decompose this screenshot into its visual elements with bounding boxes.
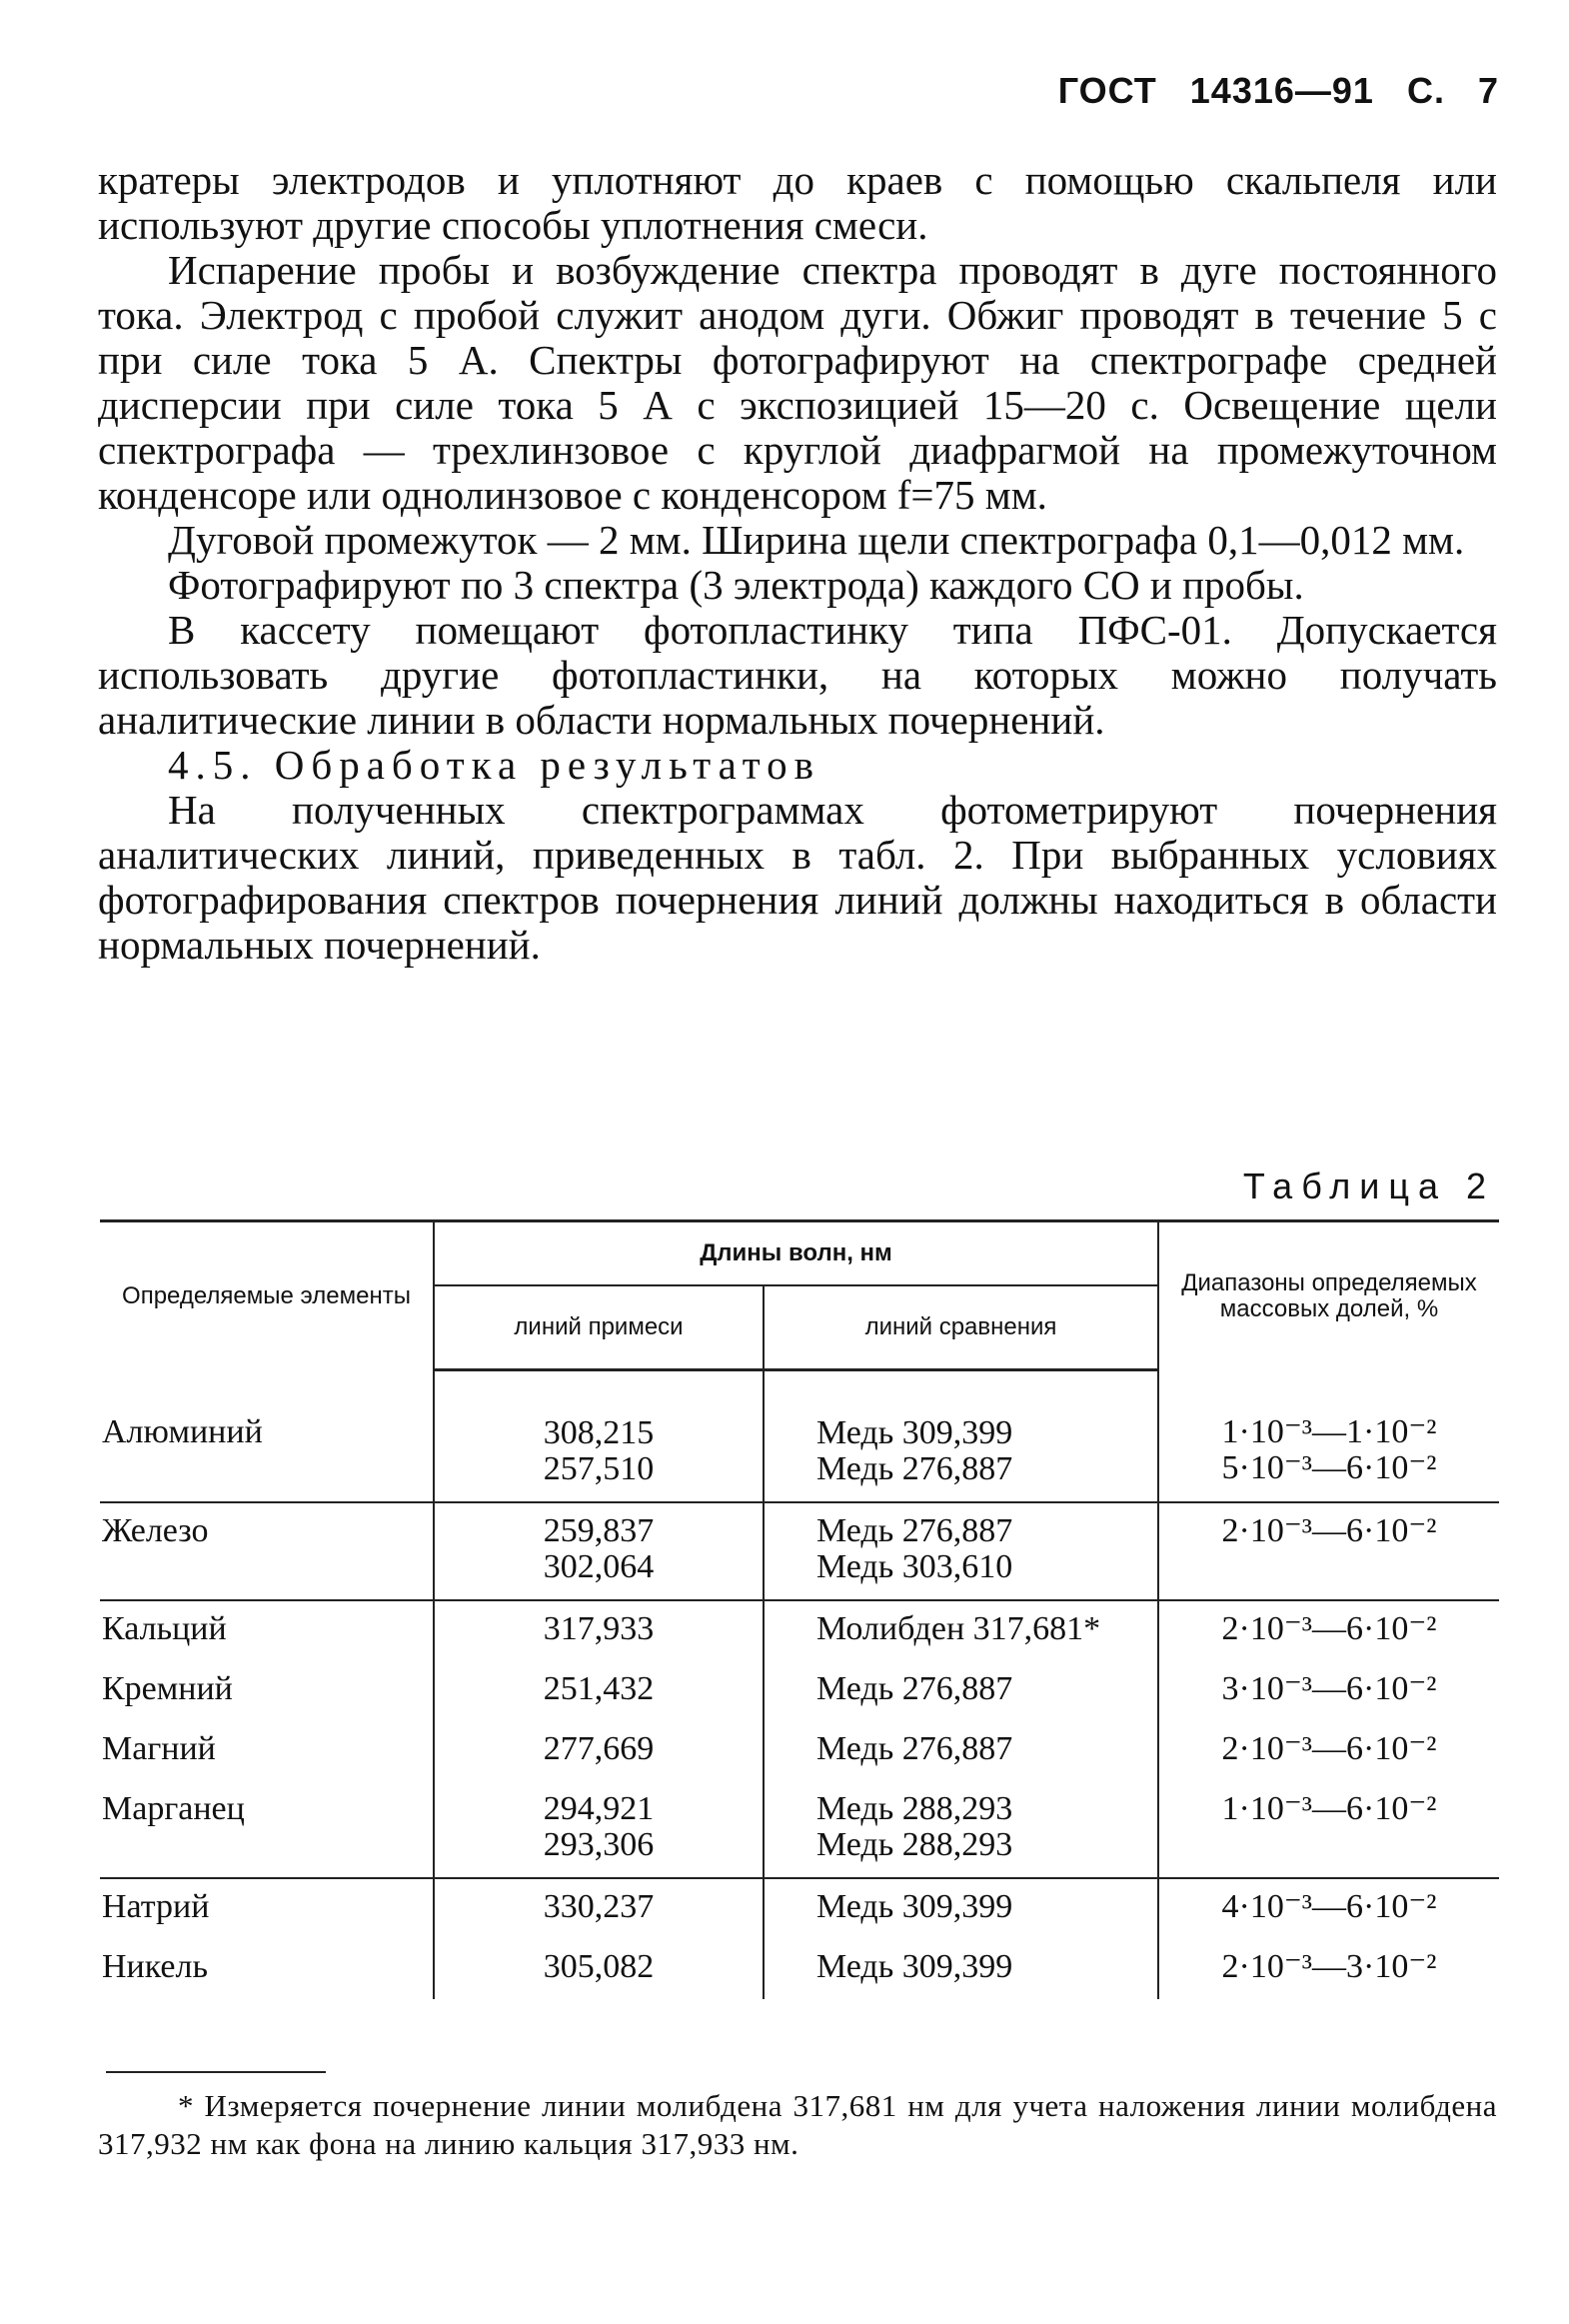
comparison-cell <box>764 1781 1158 1878</box>
impurity-cell <box>434 1661 764 1721</box>
impurity-value: 294,921 <box>543 1790 655 1827</box>
table-row <box>100 1721 1499 1781</box>
range-value: 1·10⁻³—6·10⁻² <box>1221 1790 1437 1827</box>
paragraph: кратеры электродов и уплотняют до краев с помощью скальпеля или используют другие способы уплотнения смеси. <box>98 157 1497 248</box>
impurity-value: 308,215 <box>543 1414 655 1451</box>
impurity-value: 257,510 <box>543 1450 655 1487</box>
range-value: 2·10⁻³—6·10⁻² <box>1221 1610 1437 1647</box>
range-cell <box>1158 1600 1499 1661</box>
impurity-value: 317,933 <box>543 1610 655 1647</box>
impurity-value: 251,432 <box>543 1670 655 1707</box>
range-value: 2·10⁻³—3·10⁻² <box>1221 1948 1437 1985</box>
element-name: Кальций <box>102 1610 227 1647</box>
comparison-cell <box>764 1878 1158 1939</box>
body-text <box>98 158 1497 968</box>
range-value: 5·10⁻³—6·10⁻² <box>1221 1448 1437 1486</box>
impurity-cell <box>434 1781 764 1878</box>
element-name: Кремний <box>102 1670 233 1707</box>
comparison-value: Медь 309,399 <box>816 1948 1013 1985</box>
range-value: 2·10⁻³—6·10⁻² <box>1221 1730 1437 1767</box>
range-cell <box>1158 1721 1499 1781</box>
table-row <box>100 1781 1499 1878</box>
comparison-cell <box>764 1939 1158 1999</box>
comparison-value: Медь 276,887 <box>816 1512 1013 1549</box>
impurity-value: 277,669 <box>543 1730 655 1767</box>
element-name: Алюминий <box>100 1370 434 1503</box>
comparison-cell <box>764 1502 1158 1600</box>
table-title: Таблица 2 <box>1242 1165 1495 1206</box>
comparison-cell <box>764 1370 1158 1503</box>
paragraph: Испарение пробы и возбуждение спектра проводят в дуге постоянного тока. Электрод с пробой служит анодом дуги. Обжиг проводят в течение 5 с при силе тока 5 А. Спектры фотографируют на спектрографе средней дисперсии при силе тока 5 А с экспозицией 15—20 с. Освещение щели спектрографа — трехлинзовое с круглой диафрагмой на промежуточном конденсоре или однолинзовое с конденсором f=75 мм. <box>98 247 1497 518</box>
standard-number: 14316—91 <box>1189 70 1374 111</box>
paragraph: Дуговой промежуток — 2 мм. Ширина щели спектрографа 0,1—0,012 мм. <box>168 517 1465 563</box>
comparison-value: Медь 276,887 <box>816 1730 1013 1767</box>
range-cell <box>1158 1878 1499 1939</box>
header-elements: Определяемые элементы <box>100 1221 434 1370</box>
element-name: Никель <box>102 1948 208 1985</box>
range-cell <box>1158 1939 1499 1999</box>
impurity-cell <box>434 1878 764 1939</box>
header-comparison-lines: линий сравнения <box>764 1285 1158 1370</box>
footnote <box>98 2087 1497 2163</box>
range-cell <box>1158 1502 1499 1600</box>
range-cell <box>1158 1370 1499 1503</box>
comparison-value: Медь 309,399 <box>816 1888 1013 1925</box>
header-ranges: Диапазоны определяемых массовых долей, % <box>1158 1221 1499 1370</box>
footnote-divider <box>106 2071 326 2073</box>
section-heading: 4.5. Обработка результатов <box>168 742 821 788</box>
table-row <box>100 1661 1499 1721</box>
header-impurity-lines: линий примеси <box>434 1285 764 1370</box>
range-value: 1·10⁻³—1·10⁻² <box>1221 1412 1437 1450</box>
range-value: 3·10⁻³—6·10⁻² <box>1221 1670 1437 1707</box>
range-value: 4·10⁻³—6·10⁻² <box>1221 1888 1437 1925</box>
page-number: 7 <box>1477 70 1499 111</box>
element-name: Железо <box>100 1502 434 1600</box>
impurity-value: 302,064 <box>543 1548 655 1585</box>
table-row <box>100 1370 1499 1503</box>
range-cell <box>1158 1661 1499 1721</box>
impurity-value: 293,306 <box>543 1826 655 1863</box>
comparison-value: Медь 276,887 <box>816 1450 1013 1487</box>
comparison-cell <box>764 1721 1158 1781</box>
table-row <box>100 1939 1499 1999</box>
standard-label: ГОСТ <box>1057 70 1157 111</box>
footnote-text: * Измеряется почернение линии молибдена 317,681 нм для учета наложения линии молибдена 317,932 нм как фона на линию кальция 317,933 нм. <box>98 2088 1497 2161</box>
impurity-cell <box>434 1721 764 1781</box>
impurity-cell <box>434 1600 764 1661</box>
comparison-value: Медь 303,610 <box>816 1548 1013 1585</box>
paragraph: Фотографируют по 3 спектра (3 электрода) каждого СО и пробы. <box>168 562 1304 608</box>
impurity-cell <box>434 1502 764 1600</box>
impurity-value: 259,837 <box>543 1512 655 1549</box>
comparison-cell <box>764 1600 1158 1661</box>
paragraph: В кассету помещают фотопластинку типа ПФС-01. Допускается использовать другие фотопластинки, на которых можно получать аналитические линии в области нормальных почернений. <box>98 607 1497 743</box>
table-row <box>100 1878 1499 1939</box>
data-table <box>100 1219 1499 1999</box>
comparison-value: Медь 276,887 <box>816 1670 1013 1707</box>
element-name: Марганец <box>100 1781 434 1878</box>
comparison-value: Медь 288,293 <box>816 1826 1013 1863</box>
paragraph: На полученных спектрограммах фотометрируют почернения аналитических линий, приведенных в табл. 2. При выбранных условиях фотографирования спектров почернения линий должны находиться в области нормальных почернений. <box>98 787 1497 968</box>
header-wavelengths: Длины волн, нм <box>434 1221 1158 1286</box>
range-value: 2·10⁻³—6·10⁻² <box>1221 1512 1437 1549</box>
page-header <box>1036 70 1499 112</box>
comparison-value: Медь 309,399 <box>816 1414 1013 1451</box>
table-row <box>100 1600 1499 1661</box>
element-name: Натрий <box>102 1888 210 1925</box>
page-label: С. <box>1406 70 1445 111</box>
impurity-value: 330,237 <box>543 1888 655 1925</box>
impurity-value: 305,082 <box>543 1948 655 1985</box>
range-cell <box>1158 1781 1499 1878</box>
impurity-cell <box>434 1939 764 1999</box>
impurity-cell <box>434 1370 764 1503</box>
comparison-value: Молибден 317,681* <box>816 1610 1101 1647</box>
table-row <box>100 1502 1499 1600</box>
comparison-cell <box>764 1661 1158 1721</box>
comparison-value: Медь 288,293 <box>816 1790 1013 1827</box>
element-name: Магний <box>102 1730 216 1767</box>
